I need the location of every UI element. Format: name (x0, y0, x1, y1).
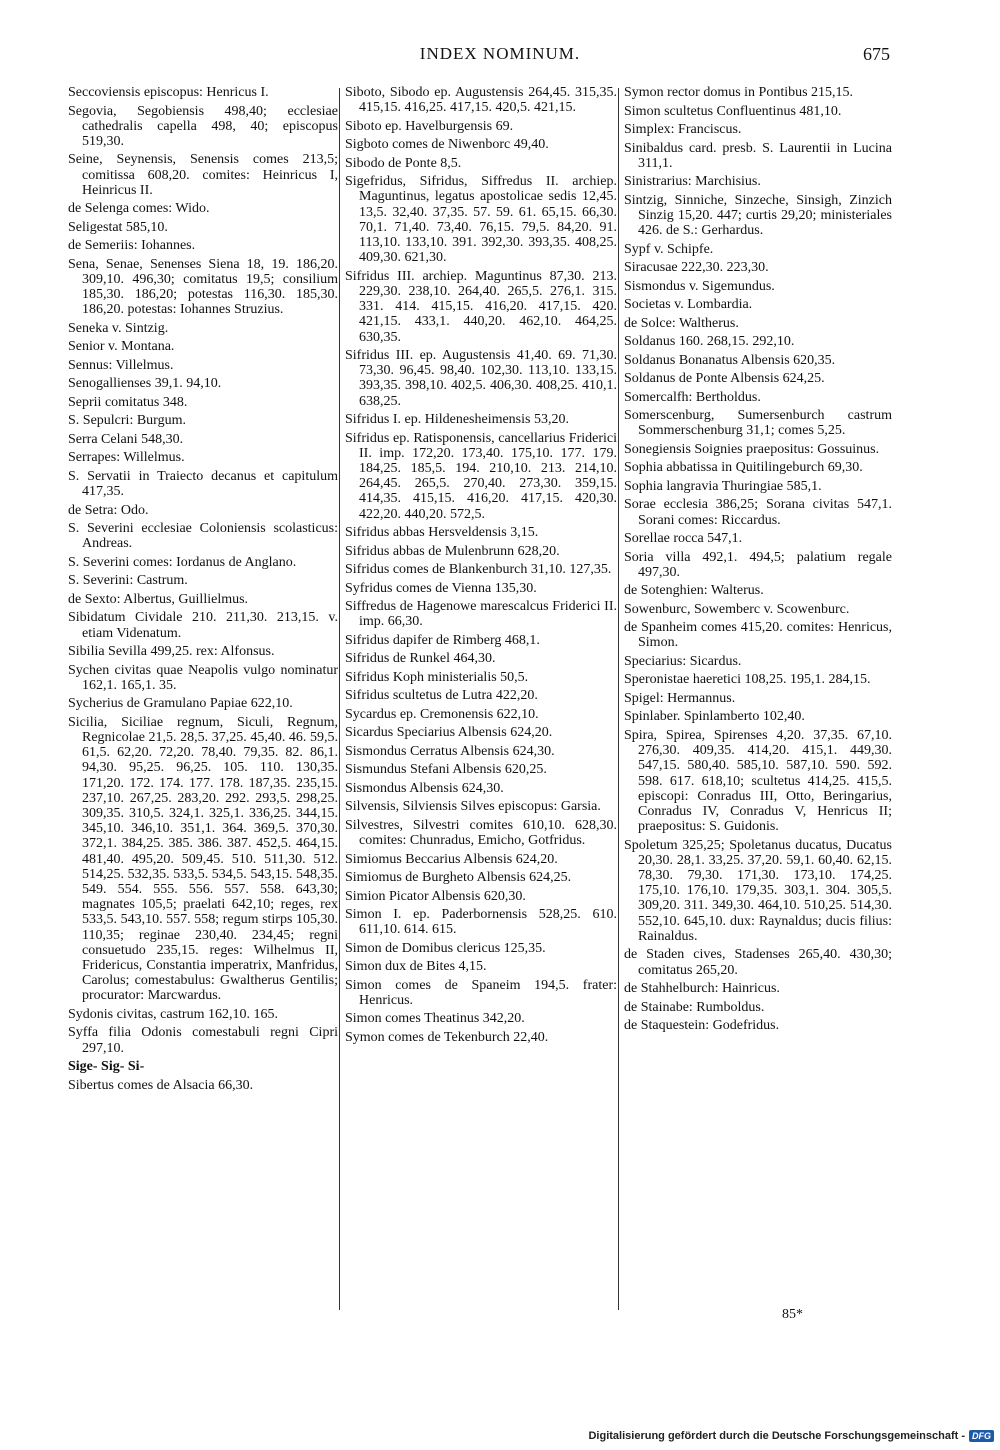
index-entry: Sena, Senae, Senenses Siena 18, 19. 186,20. 309,10. 496,30; comitatus 19,5; consilium 185,30. 186,20; potestas 116,30. 185,30. 186,20. potestas: Iohannes Struzius. (68, 256, 338, 318)
index-column-1 (68, 85, 338, 1096)
index-entry: Serra Celani 548,30. (68, 431, 184, 447)
index-entry: Siboto, Sibodo ep. Augustensis 264,45. 315,35. 415,15. 416,25. 417,15. 420,5. 421,15. (345, 85, 617, 116)
column-divider (339, 88, 340, 1310)
index-entry: Soldanus 160. 268,15. 292,10. (624, 334, 795, 350)
index-entry: S. Severini ecclesiae Coloniensis scolasticus: Andreas. (68, 521, 338, 552)
index-entry: Sophia abbatissa in Quitilingeburch 69,30. (624, 460, 863, 476)
index-entry: Spira, Spirea, Spirenses 4,20. 37,35. 67,10. 276,30. 409,35. 414,20. 415,1. 449,30. 547,15. 580,40. 585,10. 587,10. 590. 592. 598. 617. 618,10; scultetus 414,25. 415,5. episcopi: Conradus III, Otto, Beringarius, Conradus IV, Conradus V, Henricus II; praepositus: S. Guidonis. (624, 727, 892, 835)
index-entry: S. Severini: Castrum. (68, 573, 188, 589)
index-entry: de Selenga comes: Wido. (68, 201, 210, 217)
index-entry: Sowenburc, Sowemberc v. Scowenburc. (624, 601, 850, 617)
index-entry: S. Servatii in Traiecto decanus et capitulum 417,35. (68, 468, 338, 500)
index-entry: Siboto ep. Havelburgensis 69. (345, 118, 514, 134)
index-entry: de Staquestein: Godefridus. (624, 1018, 780, 1034)
index-entry: Senior v. Montana. (68, 339, 175, 355)
index-entry: Soldanus de Ponte Albensis 624,25. (624, 371, 825, 387)
page-number: 675 (863, 44, 890, 64)
index-entry: Sycherius de Gramulano Papiae 622,10. (68, 696, 293, 712)
index-entry: Simon dux de Bites 4,15. (345, 959, 487, 975)
index-entry: Sifridus abbas Hersveldensis 3,15. (345, 525, 539, 541)
index-entry: Sifridus III. archiep. Maguntinus 87,30. 213. 229,30. 238,10. 264,40. 265,5. 276,1. 315. 331. 414. 415,15. 416,20. 417,15. 420. 421,15. 433,1. 440,20. 462,10. 464,25. 630,35. (345, 268, 617, 345)
index-entry: Sinibaldus card. presb. S. Laurentii in Lucina 311,1. (624, 140, 892, 171)
index-column-3 (624, 85, 892, 1037)
running-title: INDEX NOMINUM. (419, 44, 581, 63)
index-entry: S. Severini comes: Iordanus de Anglano. (68, 554, 297, 570)
index-entry: de Setra: Odo. (68, 502, 149, 518)
index-entry: Sonegiensis Soignies praepositus: Gossuinus. (624, 441, 880, 457)
index-entry: Seligestat 585,10. (68, 219, 168, 235)
footer-text: Digitalisierung gefördert durch die Deutsche Forschungsgemeinschaft - (588, 1430, 965, 1442)
index-entry: Sinistrarius: Marchisius. (624, 174, 761, 190)
index-entry: Seine, Seynensis, Senensis comes 213,5; comitissa 608,20. comites: Heinricus I, Heinricus II. (68, 152, 338, 198)
index-entry: Symon comes de Tekenburch 22,40. (345, 1029, 549, 1045)
index-entry: de Sotenghien: Walterus. (624, 583, 764, 599)
index-entry: Sorae ecclesia 386,25; Sorana civitas 547,1. Sorani comes: Riccardus. (624, 497, 892, 528)
index-entry: Sifridus scultetus de Lutra 422,20. (345, 688, 538, 704)
index-entry: Soldanus Bonanatus Albensis 620,35. (624, 352, 836, 368)
index-entry: Sydonis civitas, castrum 162,10. 165. (68, 1006, 278, 1022)
index-entry: Sifridus III. ep. Augustensis 41,40. 69. 71,30. 73,30. 96,45. 98,40. 102,30. 113,10. 133,15. 393,35. 398,10. 402,5. 406,30. 408,25. 410,1. 638,25. (345, 348, 617, 409)
index-entry: Sifridus I. ep. Hildenesheimensis 53,20. (345, 412, 569, 428)
index-entry: Simplex: Franciscus. (624, 122, 742, 137)
index-entry: Simon scultetus Confluentinus 481,10. (624, 103, 842, 119)
index-entry: Sibodo de Ponte 8,5. (345, 155, 462, 171)
index-entry: Spinlaber. Spinlamberto 102,40. (624, 709, 805, 725)
index-entry: Silvensis, Silviensis Silves episcopus: Garsia. (345, 799, 601, 815)
column-divider (618, 88, 619, 1310)
index-entry: Symon rector domus in Pontibus 215,15. (624, 85, 854, 100)
index-entry: Sophia langravia Thuringiae 585,1. (624, 478, 822, 494)
index-entry: Sifridus comes de Blankenburch 31,10. 127,35. (345, 562, 612, 578)
footer (588, 1428, 994, 1444)
index-entry: Seccoviensis episcopus: Henricus I. (68, 85, 269, 100)
index-entry: de Stainabe: Rumboldus. (624, 999, 765, 1015)
index-entry: Somercalfh: Bertholdus. (624, 389, 761, 405)
index-entry: Spoletum 325,25; Spoletanus ducatus, Ducatus 20,30. 28,1. 33,25. 37,20. 59,1. 60,40. 62,15. 78,30. 79,30. 171,30. 173,10. 174,25. 175,10. 176,10. 179,35. 303,1. 304. 305,5. 309,20. 311. 349,30. 464,10. 510,25. 514,30. 552,10. 645,10. dux: Raynaldus; ducis filius: Rainaldus. (624, 837, 892, 944)
index-entry: Simon de Domibus clericus 125,35. (345, 940, 546, 956)
index-entry: Sifridus de Runkel 464,30. (345, 651, 496, 667)
index-entry: Sifridus Koph ministerialis 50,5. (345, 669, 529, 685)
index-entry: Soria villa 492,1. 494,5; palatium regale 497,30. (624, 549, 892, 580)
index-entry: Siracusae 222,30. 223,30. (624, 260, 769, 276)
index-entry: S. Sepulcri: Burgum. (68, 413, 186, 429)
index-entry: Sintzig, Sinniche, Sinzeche, Sinsigh, Zinzich Sinzig 15,20. 447; curtis 29,20; ministeriales 426. de S.: Gerhardus. (624, 192, 892, 239)
index-entry: Sifridus ep. Ratisponensis, cancellarius Friderici II. imp. 172,20. 173,40. 175,10. 177. 179. 184,25. 185,5. 194. 210,10. 213. 214,10. 264,45. 265,5. 270,40. 273,30. 359,15. 414,35. 415,15. 416,20. 417,15. 420,30. 422,20. 440,20. 572,5. (345, 430, 617, 522)
index-entry: Speronistae haeretici 108,25. 195,1. 284,15. (624, 672, 871, 688)
index-entry: Silvestres, Silvestri comites 610,10. 628,30. comites: Chunradus, Emicho, Gotfridus. (345, 817, 617, 849)
index-entry: de Semeriis: Iohannes. (68, 238, 196, 254)
index-entry: Sismondus Cerratus Albensis 624,30. (345, 743, 555, 759)
index-entry: de Solce: Waltherus. (624, 315, 739, 331)
index-entry: Sibilia Sevilla 499,25. rex: Alfonsus. (68, 644, 275, 660)
index-entry: Sismundus Stefani Albensis 620,25. (345, 762, 547, 778)
index-entry: Segovia, Segobiensis 498,40; ecclesiae cathedralis capella 498, 40; episcopus 519,30. (68, 103, 338, 149)
index-entry: Syfridus comes de Vienna 135,30. (345, 580, 537, 596)
index-entry: Simon I. ep. Paderbornensis 528,25. 610. 611,10. 614. 615. (345, 907, 617, 938)
index-entry: Sifridus abbas de Mulenbrunn 628,20. (345, 543, 560, 559)
index-entry: Sypf v. Schipfe. (624, 241, 714, 257)
index-entry: Simion Picator Albensis 620,30. (345, 888, 526, 904)
index-entry: Sigefridus, Sifridus, Siffredus II. archiep. Maguntinus, legatus apostolicae sedis 12,45. 13,5. 32,40. 37,35. 57. 59. 61. 65,15. 66,30. 70,1. 71,40. 73,40. 76,15. 79,5. 84,20. 91. 113,10. 133,10. 391. 392,30. 393,35. 408,25. 409,30. 621,30. (345, 174, 617, 266)
index-entry: Sychen civitas quae Neapolis vulgo nominatur 162,1. 165,1. 35. (68, 662, 338, 693)
index-entry: Syffa filia Odonis comestabuli regni Cipri 297,10. (68, 1025, 338, 1056)
index-entry: Sicardus Speciarius Albensis 624,20. (345, 725, 553, 741)
index-entry: Seprii comitatus 348. (68, 394, 188, 410)
index-entry: Sicilia, Siciliae regnum, Siculi, Regnum, Regnicolae 21,5. 28,5. 37,25. 45,40. 46. 59,5. 61,5. 62,20. 72,20. 78,40. 79,35. 82. 86,1. 94,30. 95,25. 96,25. 105. 110. 130,35. 171,20. 172. 174. 177. 178. 187,35. 235,15. 237,10. 267,25. 283,20. 292. 293,5. 298,25. 309,35. 310,5. 324,1. 325,1. 336,25. 344,15. 345,10. 346,10. 351,1. 364. 369,5. 370,30. 372,1. 384,25. 385. 386. 387. 452,5. 464,15. 481,40. 495,20. 509,45. 510. 511,30. 512. 514,25. 532,35. 533,5. 534,5. 543,15. 548,35. 549. 554. 555. 556. 557. 558. 643,30; magnates 105,5; praelati 642,10; reges, rex 533,5. 543,10. 557. 558; regum stirps 105,30. 110,35; reginae 230,40. 234,45; regni consuetudo 235,15. reges: Wilhelmus II, Fridericus, Constantia imperatrix, Manfridus, Carolus; comestabulus: Gwaltherus Gentilis; procurator: Marcwardus. (68, 714, 338, 1004)
running-head (0, 40, 1000, 70)
index-entry: Societas v. Lombardia. (624, 297, 753, 313)
index-entry: Simon comes de Spaneim 194,5. frater: Henricus. (345, 977, 617, 1008)
index-entry: Sennus: Villelmus. (68, 357, 174, 373)
signature-mark: 85* (782, 1307, 803, 1322)
index-entry: Spigel: Hermannus. (624, 690, 736, 706)
dfg-logo-icon: DFG (969, 1430, 994, 1442)
index-entry: Speciarius: Sicardus. (624, 653, 742, 669)
index-entry: Senogallienses 39,1. 94,10. (68, 376, 222, 392)
index-entry: Sismondus v. Sigemundus. (624, 278, 775, 294)
index-entry: Sorellae rocca 547,1. (624, 531, 743, 547)
index-entry: Sismondus Albensis 624,30. (345, 780, 504, 796)
index-entry: Sige- Sig- Si- (68, 1059, 145, 1075)
index-entry: Sycardus ep. Cremonensis 622,10. (345, 706, 539, 722)
index-entry: Sibertus comes de Alsacia 66,30. (68, 1077, 254, 1093)
index-entry: Simon comes Theatinus 342,20. (345, 1011, 525, 1027)
index-entry: Simiomus de Burgheto Albensis 624,25. (345, 870, 572, 886)
index-entry: Serrapes: Willelmus. (68, 450, 185, 466)
index-entry: Seneka v. Sintzig. (68, 320, 169, 336)
index-entry: Sibidatum Cividale 210. 211,30. 213,15. v. etiam Videnatum. (68, 610, 338, 641)
index-entry: Siffredus de Hagenowe marescalcus Friderici II. imp. 66,30. (345, 599, 617, 630)
index-entry: Sigboto comes de Niwenborc 49,40. (345, 137, 549, 153)
index-entry: Simiomus Beccarius Albensis 624,20. (345, 851, 558, 867)
index-entry: de Spanheim comes 415,20. comites: Henricus, Simon. (624, 620, 892, 651)
index-entry: de Stahhelburch: Hainricus. (624, 981, 780, 997)
index-entry: de Staden cives, Stadenses 265,40. 430,30; comitatus 265,20. (624, 947, 892, 978)
index-column-2 (345, 85, 617, 1048)
index-entry: Sifridus dapifer de Rimberg 468,1. (345, 632, 540, 648)
index-entry: de Sexto: Albertus, Guillielmus. (68, 591, 249, 607)
index-entry: Somerscenburg, Sumersenburch castrum Sommerschenburg 31,1; comes 5,25. (624, 408, 892, 439)
